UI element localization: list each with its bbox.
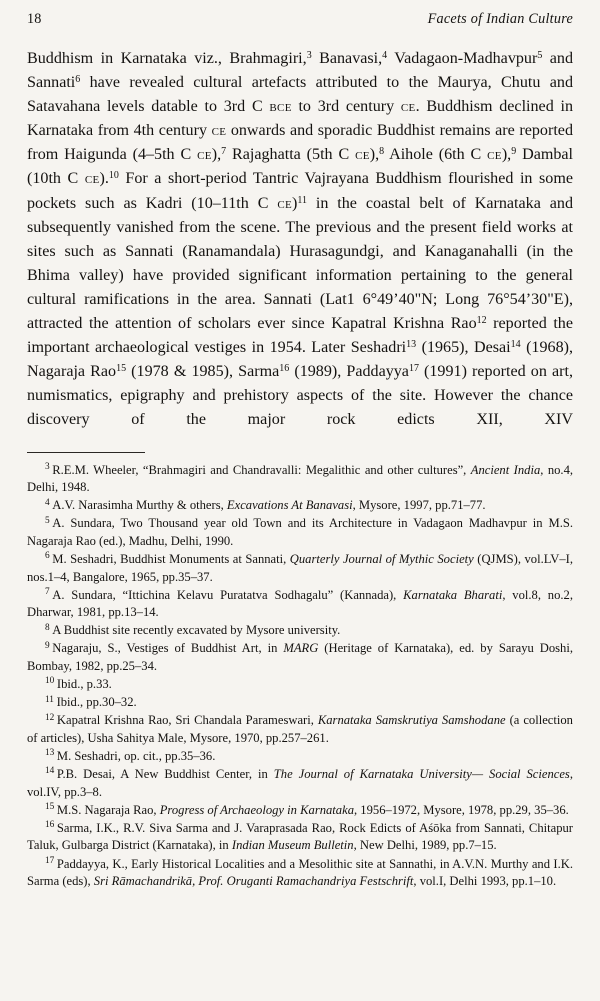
footnote-number: 4 [45,497,50,508]
footnote-item [27,766,573,801]
footnote-text: Kapatral Krishna Rao, Sri Chandala Parameswari, Karnataka Samskrutiya Samshodane (a collection of articles), Usha Sahitya Male, Mysore, 1970, pp.257–261. [27,713,573,745]
footnote-number: 11 [45,694,54,705]
footnote-number: 17 [45,855,55,866]
footnote-item [27,676,573,694]
footnote-item [27,622,573,640]
footnote-item [27,694,573,712]
footnote-number: 7 [45,587,50,597]
footnote-item [27,748,573,766]
footnote-text: R.E.M. Wheeler, “Brahmagiri and Chandravalli: Megalithic and other cultures”, Ancient India, no.4, Delhi, 1948. [27,462,574,495]
footnote-item [27,640,573,675]
footnote-list [27,462,573,891]
footnote-item [27,712,573,747]
footnote-item [27,497,573,515]
footnote-text: A. Sundara, “Ittichina Kelavu Puratatva Sodhagalu” (Kannada), Karnataka Bharati, vol.8, no.2, Dharwar, 1981, pp.13–14. [27,587,573,620]
body-paragraph: Buddhism in Karnataka viz., Brahmagiri,$^3$ Banavasi,$^4$ Vadagaon-Madhavpur$^5$ and Sannati$^6$ have revealed cultural artefacts attributed to the Maurya, Chutu and Satavahana levels datable to 3rd C bce to 3rd century ce. Buddhism declined in Karnataka from 4th century ce onwards and sporadic Buddhist remains are reported from Haigunda (4–5th C ce),$^7$ Rajaghatta (5th C ce),$^8$ Aihole (6th C ce),$^9$ Dambal (10th C ce).$^{10}$ For a short-period Tantric Vajrayana Buddhism flourished in some pockets such as Kadri (10–11th C ce)$^{11}$ in the coastal belt of Karnataka and subsequently vanished from the scene. The previous and the present field works at sites such as Sannati (Ranamandala) Hurasagundgi, and Kanaganahalli (in the Bhima valley) have provided significant information pertaining to the general cultural ramifications in the area. Sannati (Lat1 6°49’40"N; Long 76°54’30"E), attracted the attention of scholars ever since Kapatral Krishna Rao$^{12}$ reported the important archaeological vestiges in 1954. Later Seshadri$^{13}$ (1965), Desai$^{14}$ (1968), Nagaraja Rao$^{15}$ (1978 & 1985), Sarma$^{16}$ (1989), Paddayya$^{17}$ (1991) reported on art, numismatics, epigraphy and prehistory aspects of the site. However the chance discovery of the major rock edicts XII, XIV [27,49,574,429]
footnote-text: Paddayya, K., Early Historical Localities and a Mesolithic site at Sannathi, in A.V.N. Murthy and I.K. Sarma (eds), Sri Rāmachandrikā, Prof. Oruganti Ramachandriya Festschrift, vol.I, Delhi 1993, pp.1–10. [27,856,573,889]
footnote-number: 3 [45,461,50,472]
footnote-text: M. Seshadri, op. cit., pp.35–36. [56,749,216,763]
footnote-item [27,820,573,855]
footnote-text: Sarma, I.K., R.V. Siva Sarma and J. Varaprasada Rao, Rock Edicts of Aśōka from Sannati, Chitapur Taluk, Gulbarga District (Karnataka), in Indian Museum Bulletin, New Delhi, 1989, pp.7–15. [27,820,573,853]
footnote-text: A Buddhist site recently excavated by Mysore university. [52,623,341,638]
book-title: Facets of Indian Culture [427,11,573,27]
footnote-number: 12 [45,712,55,723]
footnote-number: 15 [45,802,55,813]
footnote-text: Ibid., p.33. [56,677,112,692]
footnote-number: 9 [45,640,50,651]
footnote-number: 16 [45,820,55,831]
footnote-number: 5 [45,515,50,526]
footnote-number: 10 [45,676,55,687]
footnote-number: 6 [45,551,50,562]
footnote-text: M. Seshadri, Buddhist Monuments at Sannati, Quarterly Journal of Mythic Society (QJMS), vol.LV–I, nos.1–4, Bangalore, 1965, pp.35–37. [27,551,573,584]
footnote-number: 13 [45,748,55,759]
footnote-number: 14 [45,766,55,777]
footnote-text: Nagaraju, S., Vestiges of Buddhist Art, in MARG (Heritage of Karnataka), ed. by Sarayu Doshi, Bombay, 1982, pp.25–34. [27,641,574,674]
page-number: 18 [27,11,42,27]
body-text [27,47,573,433]
footnote-number: 8 [45,622,50,633]
footnote-text: Ibid., pp.30–32. [56,695,137,710]
footnote-text: A. Sundara, Two Thousand year old Town and its Architecture in Vadagaon Madhavpur in M.S. Nagaraja Rao (ed.), Madhu, Delhi, 1990. [27,516,573,548]
footnote-item [27,587,573,622]
footnote-item [27,856,573,891]
running-head [27,0,573,30]
footnote-item [27,802,573,820]
footnote-text: M.S. Nagaraja Rao, Progress of Archaeology in Karnataka, 1956–1972, Mysore, 1978, pp.29, 35–36. [56,802,569,817]
footnote-separator-rule [27,452,145,453]
footnote-item [27,551,573,586]
footnote-text: P.B. Desai, A New Buddhist Center, in The Journal of Karnataka University— Social Sciences, vol.IV, pp.3–8. [27,767,573,799]
footnote-item [27,515,573,550]
footnote-text: A.V. Narasimha Murthy & others, Excavations At Banavasi, Mysore, 1997, pp.71–77. [52,498,486,513]
footnote-item [27,462,573,497]
